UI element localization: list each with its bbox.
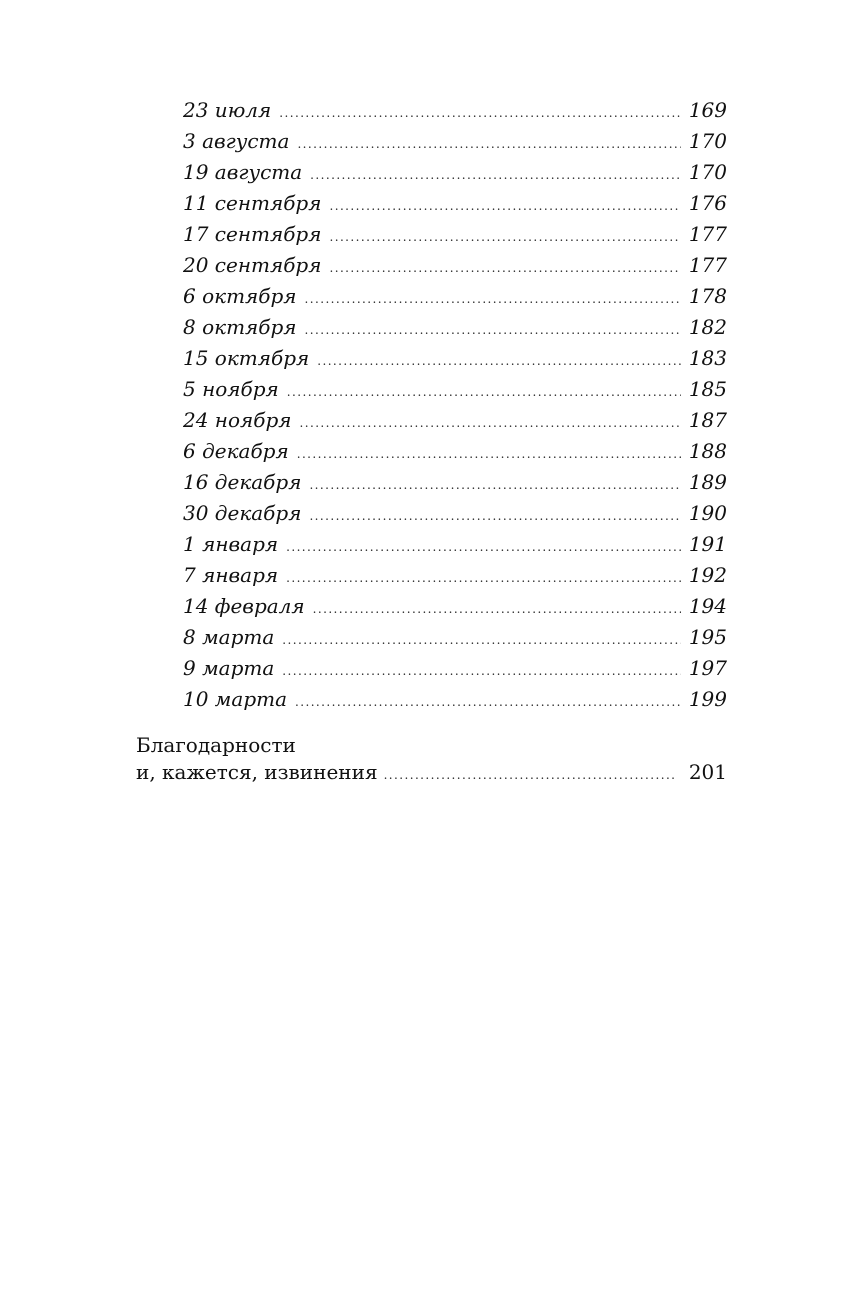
toc-entry-label: 6 октября — [183, 284, 297, 308]
dot-leader — [295, 687, 681, 718]
toc-entry[interactable] — [183, 312, 727, 343]
dot-leader — [286, 563, 681, 594]
toc-entry-label: 19 августа — [183, 160, 303, 184]
toc-entry-page: 170 — [688, 160, 727, 184]
toc-entry[interactable] — [183, 219, 727, 250]
toc-entry[interactable] — [183, 281, 727, 312]
dot-leader — [329, 222, 680, 253]
dot-leader — [297, 129, 680, 160]
dot-leader — [310, 160, 681, 191]
toc-entry-page: 183 — [688, 346, 727, 370]
toc-entry-page: 176 — [688, 191, 727, 215]
toc-entry[interactable] — [183, 591, 727, 622]
toc-entry-label: 1 января — [183, 532, 279, 556]
toc-entry[interactable] — [183, 560, 727, 591]
toc-entry-label: 15 октября — [183, 346, 310, 370]
toc-acknowledgements[interactable] — [136, 732, 727, 789]
dot-leader — [384, 762, 677, 789]
toc-entry[interactable] — [183, 653, 727, 684]
toc-entry[interactable] — [183, 684, 727, 715]
toc-entry-page: 182 — [688, 315, 727, 339]
toc-entry-page: 194 — [688, 594, 727, 618]
toc-entry[interactable] — [183, 622, 727, 653]
toc-entry-label: 14 февраля — [183, 594, 305, 618]
dot-leader — [329, 253, 680, 284]
dot-leader — [279, 98, 681, 129]
toc-entry[interactable] — [183, 250, 727, 281]
toc-entry-label: 3 августа — [183, 129, 290, 153]
dot-leader — [329, 191, 680, 222]
toc-entry-label: 8 октября — [183, 315, 297, 339]
toc-entry[interactable] — [183, 95, 727, 126]
toc-entry-label: 6 декабря — [183, 439, 289, 463]
dot-leader — [282, 625, 681, 656]
dot-leader — [309, 470, 680, 501]
toc-entry-label: 30 декабря — [183, 501, 302, 525]
toc-entry-label: 16 декабря — [183, 470, 302, 494]
toc-entry-label: 20 сентября — [183, 253, 322, 277]
toc-entry-page: 195 — [688, 625, 727, 649]
toc-entry-label: 7 января — [183, 563, 279, 587]
dot-leader — [297, 439, 681, 470]
dot-leader — [313, 594, 681, 625]
dot-leader — [309, 501, 680, 532]
acknowledgements-title-line1: Благодарности — [136, 733, 296, 757]
toc-entry-label: 11 сентября — [183, 191, 322, 215]
dot-leader — [317, 346, 681, 377]
toc-entry[interactable] — [183, 467, 727, 498]
toc-entry-page: 199 — [688, 687, 727, 711]
toc-entry-label: 9 марта — [183, 656, 275, 680]
toc-entry-page: 188 — [688, 439, 727, 463]
toc-entry-page: 169 — [688, 98, 727, 122]
toc-entry[interactable] — [183, 126, 727, 157]
toc-entry-page: 190 — [688, 501, 727, 525]
toc-entry[interactable] — [183, 374, 727, 405]
toc-entry[interactable] — [183, 529, 727, 560]
toc-entry-label: 5 ноября — [183, 377, 279, 401]
toc-entry-label: 24 ноября — [183, 408, 292, 432]
dot-leader — [300, 408, 681, 439]
acknowledgements-title-line2-row — [136, 759, 727, 789]
toc-entry[interactable] — [183, 436, 727, 467]
dot-leader — [282, 656, 681, 687]
toc-entry-page: 191 — [688, 532, 727, 556]
toc-entry[interactable] — [183, 498, 727, 529]
toc-entry-page: 170 — [688, 129, 727, 153]
toc-entry[interactable] — [183, 188, 727, 219]
toc-entry-page: 197 — [688, 656, 727, 680]
toc-entry-label: 23 июля — [183, 98, 272, 122]
toc-entry-page: 192 — [688, 563, 727, 587]
toc-entry-page: 177 — [688, 253, 727, 277]
toc-entry-label: 10 марта — [183, 687, 288, 711]
toc-entry[interactable] — [183, 405, 727, 436]
toc-entry-page: 185 — [688, 377, 727, 401]
toc-entry-page: 177 — [688, 222, 727, 246]
dot-leader — [305, 284, 681, 315]
dot-leader — [286, 532, 681, 563]
toc-entry-page: 178 — [688, 284, 727, 308]
toc-entry[interactable] — [183, 157, 727, 188]
toc-entry-page: 189 — [688, 470, 727, 494]
toc-entry-page: 187 — [688, 408, 727, 432]
acknowledgements-page: 201 — [688, 760, 727, 784]
acknowledgements-title-line2: и, кажется, извинения — [136, 760, 378, 784]
toc-entry-label: 8 марта — [183, 625, 275, 649]
toc-list — [183, 95, 727, 715]
toc-entry[interactable] — [183, 343, 727, 374]
toc-entry-label: 17 сентября — [183, 222, 322, 246]
dot-leader — [287, 377, 681, 408]
dot-leader — [305, 315, 681, 346]
